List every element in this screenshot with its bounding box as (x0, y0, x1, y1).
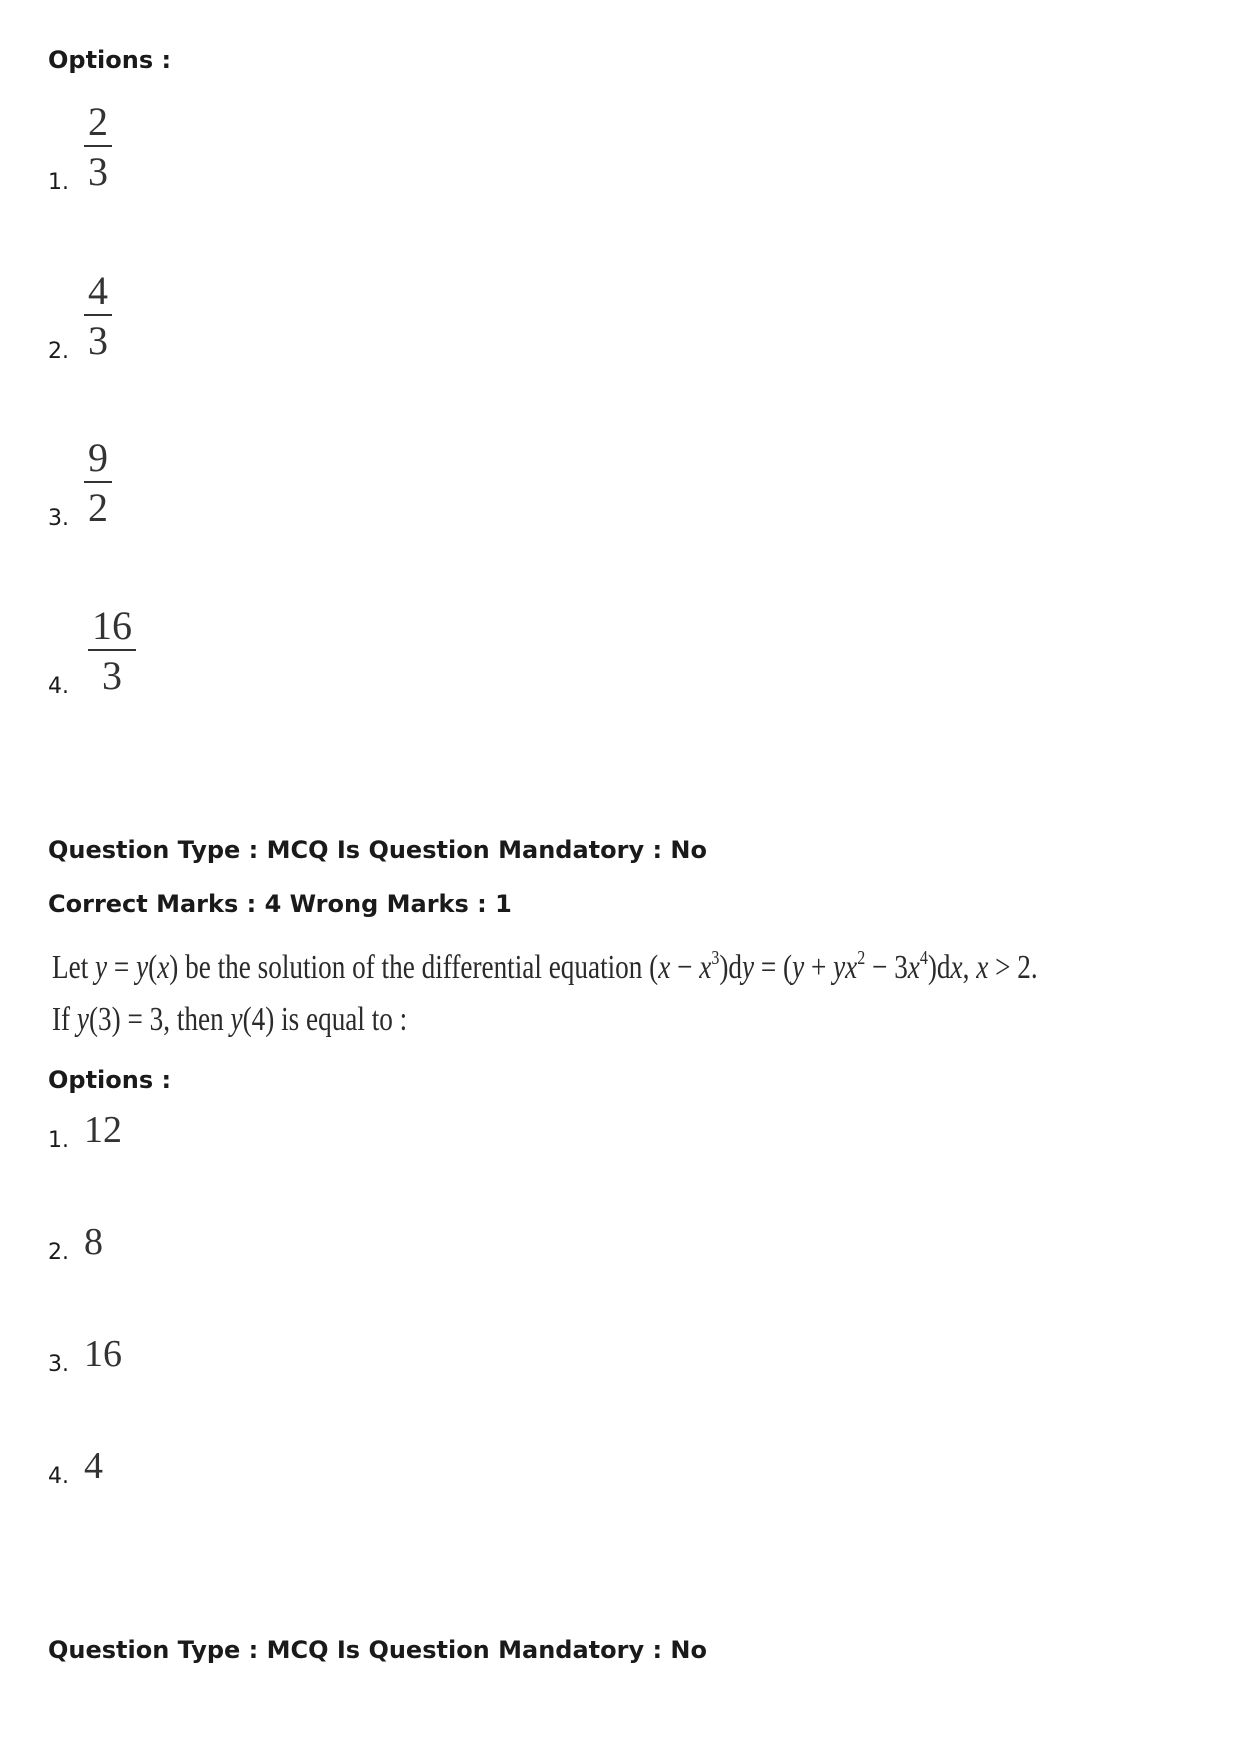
question-text (52, 942, 1038, 1046)
option-number: 2. (48, 339, 69, 364)
fraction-option-4 (88, 604, 136, 698)
text-run: )d (927, 949, 951, 986)
question-line-2 (52, 994, 1038, 1046)
numerator: 2 (88, 99, 108, 144)
option-number: 3. (48, 506, 69, 531)
option-number: 1. (48, 1128, 69, 1153)
option-value: 12 (84, 1109, 122, 1151)
text-run: Let (52, 949, 96, 986)
math-var: x (157, 949, 170, 986)
options-label: Options : (48, 46, 172, 74)
fraction-option-3 (84, 436, 112, 530)
option-number: 3. (48, 1352, 69, 1377)
fraction-bar (84, 145, 112, 147)
text-run: (4) is equal to : (242, 1001, 408, 1038)
denominator: 2 (88, 485, 108, 530)
denominator: 3 (88, 318, 108, 363)
fraction-bar (88, 649, 136, 651)
math-var: x (699, 949, 712, 986)
math-var: x (907, 949, 920, 986)
math-var: x (658, 949, 671, 986)
options-label: Options : (48, 1066, 172, 1094)
math-var: y (95, 949, 108, 986)
exponent: 4 (919, 947, 928, 969)
option-number: 2. (48, 1240, 69, 1265)
option-number: 4. (48, 674, 69, 699)
option-value: 8 (84, 1221, 103, 1263)
question-type-line: Question Type : MCQ Is Question Mandatory : No (48, 836, 707, 864)
option-value: 4 (84, 1445, 103, 1487)
denominator: 3 (102, 653, 122, 698)
text-run: , (962, 949, 977, 986)
text-run: ( (148, 949, 158, 986)
math-var: y (792, 949, 805, 986)
text-run: )d (719, 949, 742, 986)
text-run: = (107, 949, 137, 986)
fraction-option-2 (84, 269, 112, 363)
math-var: y (76, 1001, 89, 1038)
question-type-line: Question Type : MCQ Is Question Mandatory : No (48, 1636, 707, 1664)
question-line-1 (52, 942, 1038, 994)
math-var: y (136, 949, 149, 986)
fraction-bar (84, 481, 112, 483)
text-run: − (670, 949, 700, 986)
fraction-option-1 (84, 100, 112, 194)
text-run: > 2. (988, 949, 1038, 986)
numerator: 16 (92, 603, 132, 648)
text-run: + (804, 949, 834, 986)
math-var: y (742, 949, 755, 986)
exponent: 2 (857, 947, 866, 969)
marks-line: Correct Marks : 4 Wrong Marks : 1 (48, 890, 512, 918)
numerator: 4 (88, 268, 108, 313)
text-run: − 3 (865, 949, 908, 986)
text-run: = ( (754, 949, 793, 986)
math-var: x (976, 949, 989, 986)
option-value: 16 (84, 1333, 122, 1375)
text-run: If (52, 1001, 77, 1038)
math-var: yx (833, 949, 858, 986)
fraction-bar (84, 314, 112, 316)
math-var: x (950, 949, 963, 986)
math-var: y (230, 1001, 243, 1038)
numerator: 9 (88, 435, 108, 480)
option-number: 1. (48, 170, 69, 195)
denominator: 3 (88, 149, 108, 194)
exponent: 3 (711, 947, 720, 969)
text-run: ) be the solution of the differential equation ( (169, 949, 659, 986)
text-run: (3) = 3, then (89, 1001, 231, 1038)
option-number: 4. (48, 1464, 69, 1489)
